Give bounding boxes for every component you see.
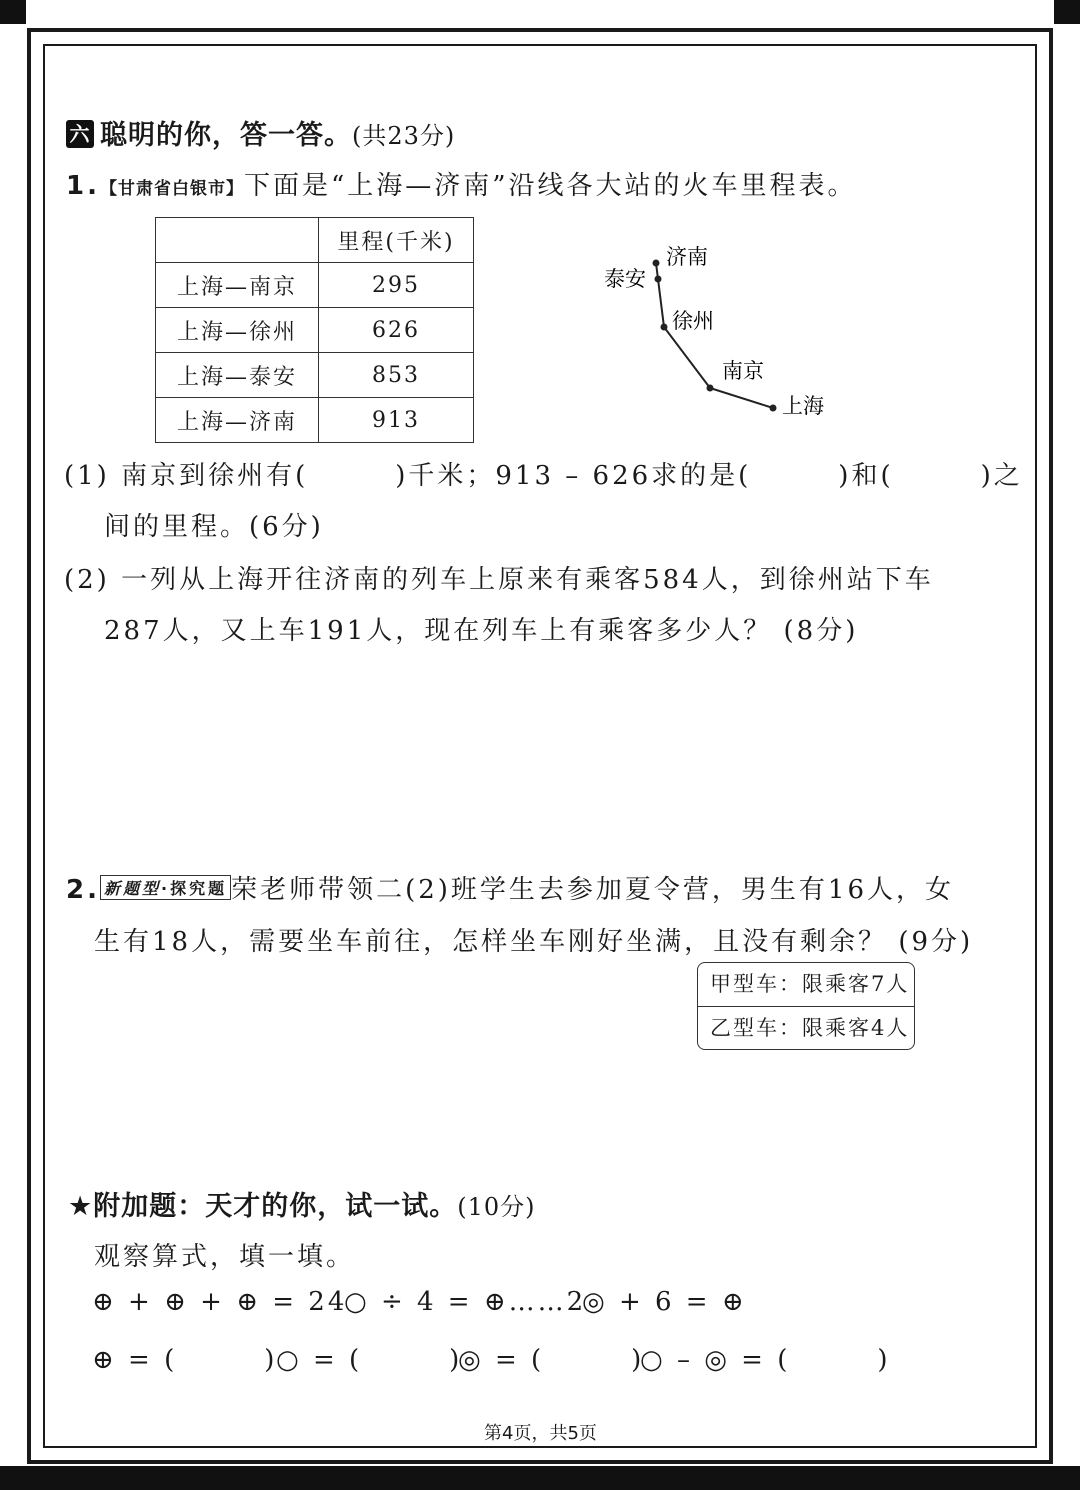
station-label: 济南 xyxy=(666,245,708,269)
station-dot-nanjing xyxy=(707,385,714,392)
table-cell-distance: 295 xyxy=(319,263,474,308)
q2-line2: 生有18人，需要坐车前往，怎样坐车刚好坐满，且没有剩余？ (9分) xyxy=(94,927,974,957)
q1-sub1-line2: 间的里程。(6分) xyxy=(104,512,324,542)
table-cell-distance: 626 xyxy=(319,308,474,353)
q1-prompt xyxy=(66,165,857,202)
table-cell-route: 上海—济南 xyxy=(156,398,319,443)
mileage-table xyxy=(155,217,474,443)
table-row xyxy=(156,398,474,443)
answer-blank-4: ○ – ◎ = ( ) xyxy=(640,1345,891,1375)
q2-badge-new: 新题型 xyxy=(103,879,161,898)
table-row xyxy=(156,353,474,398)
station-dot-xuzhou xyxy=(661,324,668,331)
table-header-cell: 里程(千米) xyxy=(319,218,474,263)
q2-text-line1: 荣老师带领二(2)班学生去参加夏令营，男生有16人，女 xyxy=(231,875,954,905)
table-header-cell xyxy=(156,218,319,263)
station-label: 南京 xyxy=(722,359,764,383)
q1-sub1-line1: (1) 南京到徐州有( )千米；913 – 626求的是( )和( )之 xyxy=(64,461,1023,491)
table-cell-route: 上海—泰安 xyxy=(156,353,319,398)
answer-blank-3: ◎ = ( ) xyxy=(458,1345,645,1375)
station-label: 上海 xyxy=(782,394,824,418)
table-cell-distance: 853 xyxy=(319,353,474,398)
equation-2: ○ ÷ 4 = ⊕……2 xyxy=(344,1287,587,1317)
section-title xyxy=(66,113,455,152)
railway-route-map xyxy=(590,235,840,430)
station-label: 泰安 xyxy=(604,267,646,291)
q1-number: 1. xyxy=(66,171,100,201)
car-type-a: 甲型车：限乘客7人 xyxy=(710,972,910,996)
q2-number: 2. xyxy=(66,875,100,905)
q1-text: 下面是“上海—济南”沿线各大站的火车里程表。 xyxy=(243,171,857,201)
table-row xyxy=(156,308,474,353)
station-dot-jinan xyxy=(653,260,660,267)
railway-line xyxy=(656,263,773,408)
answer-blank-1: ⊕ = ( ) xyxy=(92,1345,278,1375)
answer-blank-2: ○ = ( ) xyxy=(276,1345,463,1375)
bonus-instruction: 观察算式，填一填。 xyxy=(94,1242,356,1272)
station-dot-shanghai xyxy=(770,405,777,412)
q1-sub2-line1: (2) 一列从上海开往济南的列车上原来有乘客584人，到徐州站下车 xyxy=(64,565,934,595)
bonus-title xyxy=(68,1184,535,1223)
q2-badge xyxy=(100,875,231,900)
section-title-text: 聪明的你，答一答。 xyxy=(100,120,352,151)
equation-3: ◎ + 6 = ⊕ xyxy=(582,1287,747,1317)
q2-line1 xyxy=(66,869,954,906)
q1-sub2-line2: 287人，又上车191人，现在列车上有乘客多少人？ (8分) xyxy=(104,616,859,646)
q1-source: 【甘肃省白银市】 xyxy=(99,179,244,199)
q2-badge-type: ·探究题 xyxy=(160,879,228,898)
station-label: 徐州 xyxy=(672,309,714,333)
page-number: 第4页，共5页 xyxy=(484,1423,597,1444)
table-header-row xyxy=(156,218,474,263)
car-type-b: 乙型车：限乘客4人 xyxy=(698,1006,914,1050)
edge-bar-top-right xyxy=(1054,0,1080,24)
table-cell-route: 上海—徐州 xyxy=(156,308,319,353)
bonus-title-text: ★附加题：天才的你，试一试。 xyxy=(68,1191,458,1222)
section-score: (共23分) xyxy=(352,122,456,150)
section-badge: 六 xyxy=(66,120,94,148)
car-type-box xyxy=(697,962,915,1050)
equation-1: ⊕ + ⊕ + ⊕ = 24 xyxy=(92,1287,348,1317)
table-row xyxy=(156,263,474,308)
edge-bar-top-left xyxy=(0,0,26,24)
edge-bar-bottom xyxy=(0,1466,1080,1490)
station-dot-taian xyxy=(655,276,662,283)
table-cell-distance: 913 xyxy=(319,398,474,443)
bonus-score: (10分) xyxy=(457,1193,536,1221)
table-cell-route: 上海—南京 xyxy=(156,263,319,308)
